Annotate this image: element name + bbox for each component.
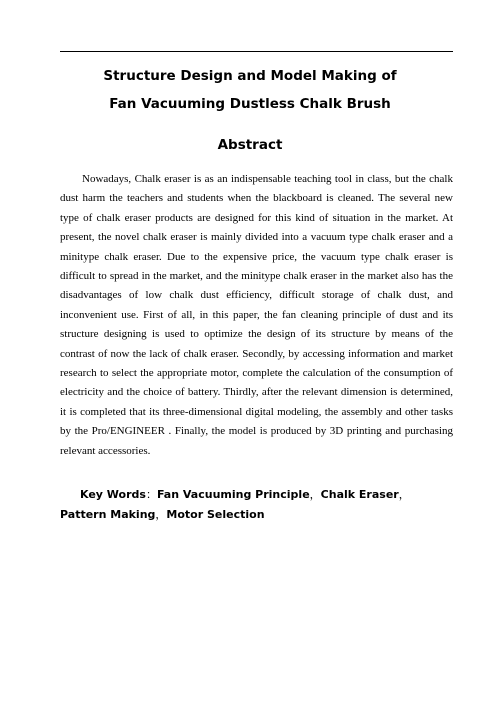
- keywords-label: Key Words: [80, 488, 146, 501]
- paper-title-line-1: Structure Design and Model Making of: [103, 68, 397, 84]
- keyword-item: Motor Selection: [166, 508, 265, 521]
- header-rule: [60, 51, 453, 52]
- keyword-item: Pattern Making: [60, 508, 156, 521]
- abstract-body: Nowadays, Chalk eraser is as an indispensable teaching tool in class, but the chalk dust harm the teachers and students when the blackboard is cleaned. The several new type of chalk eraser products are designed for this kind of situation in the market. At present, the novel chalk eraser is mainly divided into a vacuum type chalk eraser and a minitype chalk eraser. Due to the expensive price, the vacuum type chalk eraser is difficult to spread in the market, and the minitype chalk eraser in the market also has the disadvantages of low chalk dust efficiency, difficult storage of chalk dust, and inconvenient use. First of all, in this paper, the fan cleaning principle of dust and its structure designing is used to optimize the design of its structure by means of the contrast of now the lack of chalk eraser. Secondly, by accessing information and market research to select the appropriate motor, complete the calculation of the consumption of electricity and the choice of battery. Thirdly, after the relevant dimension is determined, it is completed that its three-dimensional digital modeling, the assembly and other tasks by the Pro/ENGINEER . Finally, the model is produced by 3D printing and purchasing relevant accessories.: [60, 173, 453, 457]
- keyword-item: Fan Vacuuming Principle: [156, 488, 310, 501]
- keyword-item: Chalk Eraser: [320, 488, 399, 501]
- abstract-heading: Abstract: [217, 137, 283, 153]
- keyword-separator: ，: [155, 508, 167, 521]
- paper-title-line-2: Fan Vacuuming Dustless Chalk Brush: [109, 96, 391, 112]
- keywords-label-separator: ：: [145, 488, 157, 501]
- keywords-paragraph: [60, 485, 453, 525]
- keyword-separator: ，: [398, 488, 410, 501]
- keyword-separator: ，: [309, 488, 321, 501]
